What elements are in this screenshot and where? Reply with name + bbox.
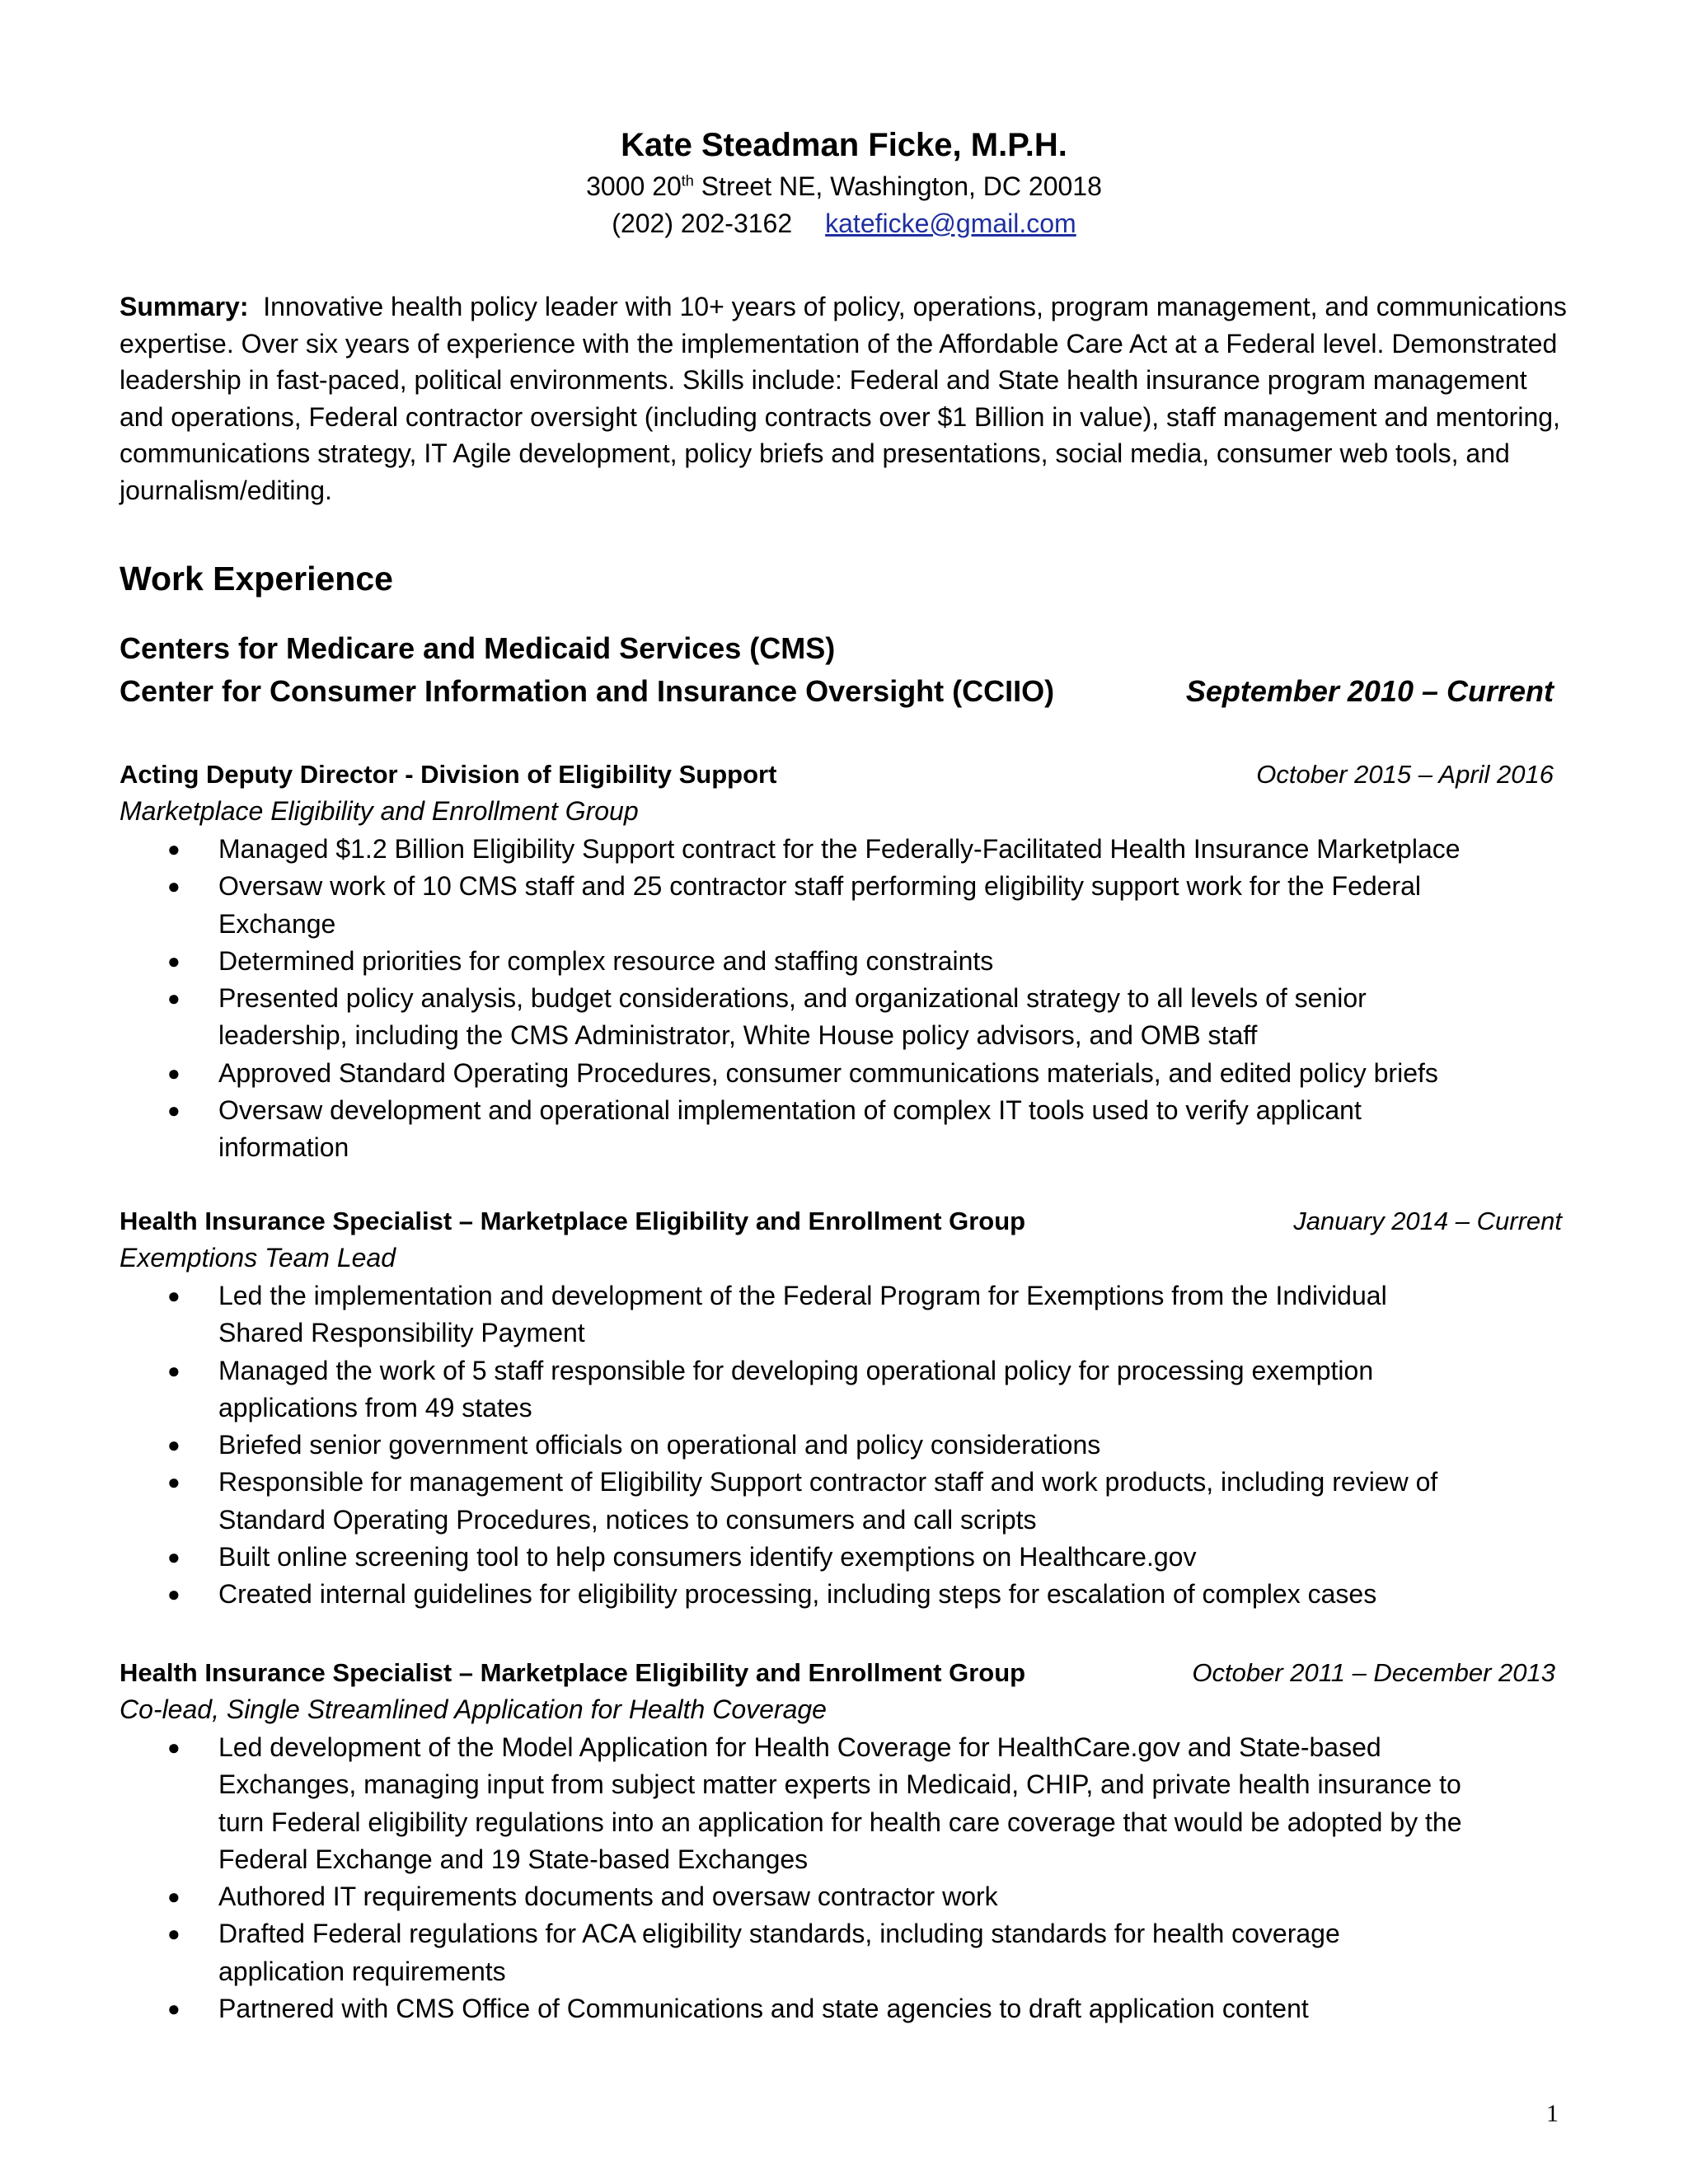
list-item bbox=[0, 980, 1467, 1055]
list-item bbox=[0, 1915, 1467, 1990]
bullet-icon: ● bbox=[167, 1884, 181, 1910]
contact-line bbox=[0, 204, 1688, 242]
list-item bbox=[0, 1729, 1467, 1878]
bullet-text: Drafted Federal regulations for ACA eligibility standards, including standards for health coverage application requirements bbox=[218, 1919, 1340, 1986]
bullet-text: Oversaw work of 10 CMS staff and 25 contractor staff performing eligibility support work for the Federal Exchange bbox=[218, 871, 1422, 939]
bullet-icon: ● bbox=[167, 1098, 181, 1123]
org-name-cciio bbox=[120, 669, 1554, 714]
list-item bbox=[0, 1352, 1467, 1427]
email-link[interactable]: kateficke@gmail.com bbox=[825, 209, 1076, 238]
bullet-text: Partnered with CMS Office of Communications and state agencies to draft application content bbox=[218, 1994, 1309, 2024]
job-subtitle-3: Co-lead, Single Streamlined Application for Health Coverage bbox=[120, 1694, 827, 1724]
bullet-text: Oversaw development and operational implementation of complex IT tools used to verify applicant information bbox=[218, 1095, 1362, 1163]
bullet-text: Led development of the Model Application for Health Coverage for HealthCare.gov and State-based Exchanges, managing input from subject matter experts in Medicaid, CHIP, and private health insurance to turn Federal eligibility regulations into an application for health care coverage that would be adopted by the Federal Exchange and 19 State-based Exchanges bbox=[218, 1732, 1462, 1874]
bullet-icon: ● bbox=[167, 1357, 181, 1383]
bullet-icon: ● bbox=[167, 1582, 181, 1607]
address-street: Street NE, Washington, DC 20018 bbox=[693, 171, 1102, 201]
bullet-text: Authored IT requirements documents and oversaw contractor work bbox=[218, 1882, 998, 1912]
candidate-name: Kate Steadman Ficke, M.P.H. bbox=[621, 127, 1067, 163]
job-3-bullets bbox=[0, 1729, 1467, 2027]
bullet-icon: ● bbox=[167, 874, 181, 899]
job-dates-3: October 2011 – December 2013 bbox=[1192, 1658, 1555, 1687]
bullet-text: Managed $1.2 Billion Eligibility Support contract for the Federally-Facilitated Health Insurance Marketplace bbox=[218, 834, 1461, 864]
job-2-bullets bbox=[0, 1277, 1467, 1614]
summary-text: Innovative health policy leader with 10+ years of policy, operations, program management, and communications expertise. Over six years of experience with the implementation of the Affordable Care Act at a Federal level. Demonstrated leadership in fast-paced, political environments. Skills include: Federal and State health insurance program management and operations, Federal contractor oversight (including contracts over $1 Billion in value), staff management and mentoring, communications strategy, IT Agile development, policy briefs and presentations, social media, consumer web tools, and journalism/editing. bbox=[120, 292, 1567, 505]
job-title-2 bbox=[120, 1203, 1562, 1240]
bullet-icon: ● bbox=[167, 986, 181, 1011]
address bbox=[0, 168, 1688, 204]
bullet-icon: ● bbox=[167, 948, 181, 973]
list-item bbox=[0, 1878, 1467, 1915]
bullet-text: Briefed senior government officials on operational and policy considerations bbox=[218, 1430, 1101, 1460]
list-item bbox=[0, 1990, 1467, 2027]
address-number: 3000 20 bbox=[586, 171, 682, 201]
bullet-text: Built online screening tool to help consumers identify exemptions on Healthcare.gov bbox=[218, 1542, 1197, 1572]
bullet-icon: ● bbox=[167, 1060, 181, 1085]
job-1-bullets bbox=[0, 831, 1467, 1167]
list-item bbox=[0, 1277, 1467, 1352]
job-title-1-text: Acting Deputy Director - Division of Eligibility Support bbox=[120, 760, 777, 789]
bullet-text: Managed the work of 5 staff responsible for developing operational policy for processing exemption applications from 49 states bbox=[218, 1355, 1374, 1422]
job-dates-2: January 2014 – Current bbox=[1293, 1207, 1562, 1235]
summary-paragraph bbox=[120, 288, 1570, 509]
list-item bbox=[0, 1576, 1467, 1613]
address-ordinal: th bbox=[681, 172, 694, 190]
list-item bbox=[0, 1464, 1467, 1539]
job-dates-1: October 2015 – April 2016 bbox=[1256, 760, 1554, 789]
list-item bbox=[0, 1092, 1467, 1167]
job-subtitle-1: Marketplace Eligibility and Enrollment Group bbox=[120, 796, 639, 826]
org-name-cms: Centers for Medicare and Medicaid Services (CMS) bbox=[120, 631, 836, 665]
resume-header bbox=[0, 122, 1688, 242]
bullet-text: Presented policy analysis, budget considerations, and organizational strategy to all levels of senior leadership, including the CMS Administrator, White House policy advisors, and OMB staff bbox=[218, 983, 1367, 1051]
org-dates: September 2010 – Current bbox=[1185, 674, 1554, 708]
bullet-icon: ● bbox=[167, 1996, 181, 2022]
page-number: 1 bbox=[1546, 2100, 1559, 2127]
job-title-2-text: Health Insurance Specialist – Marketplace Eligibility and Enrollment Group bbox=[120, 1207, 1026, 1235]
work-experience-heading: Work Experience bbox=[120, 560, 393, 598]
job-title-3-text: Health Insurance Specialist – Marketplace Eligibility and Enrollment Group bbox=[120, 1658, 1026, 1687]
bullet-text: Responsible for management of Eligibility Support contractor staff and work products, including review of Standard Operating Procedures, notices to consumers and call scripts bbox=[218, 1467, 1438, 1535]
bullet-text: Approved Standard Operating Procedures, consumer communications materials, and edited policy briefs bbox=[218, 1057, 1438, 1088]
org-name-cciio-text: Center for Consumer Information and Insurance Oversight (CCIIO) bbox=[120, 674, 1055, 708]
bullet-icon: ● bbox=[167, 1544, 181, 1570]
list-item bbox=[0, 1539, 1467, 1576]
bullet-icon: ● bbox=[167, 1283, 181, 1308]
bullet-icon: ● bbox=[167, 837, 181, 861]
bullet-text: Determined priorities for complex resource and staffing constraints bbox=[218, 945, 994, 976]
bullet-text: Led the implementation and development of the Federal Program for Exemptions from the Individual Shared Responsibility Payment bbox=[218, 1281, 1387, 1348]
summary-label: Summary: bbox=[120, 292, 249, 321]
list-item bbox=[0, 1055, 1467, 1092]
job-subtitle-2: Exemptions Team Lead bbox=[120, 1243, 396, 1272]
list-item bbox=[0, 943, 1467, 980]
job-title-1 bbox=[120, 757, 1554, 793]
bullet-icon: ● bbox=[167, 1432, 181, 1458]
bullet-icon: ● bbox=[167, 1735, 181, 1760]
list-item bbox=[0, 831, 1467, 868]
bullet-icon: ● bbox=[167, 1469, 181, 1495]
phone-number: (202) 202-3162 bbox=[612, 209, 793, 238]
job-title-3 bbox=[120, 1655, 1555, 1691]
bullet-icon: ● bbox=[167, 1921, 181, 1947]
list-item bbox=[0, 1427, 1467, 1464]
list-item bbox=[0, 868, 1467, 943]
bullet-text: Created internal guidelines for eligibility processing, including steps for escalation of complex cases bbox=[218, 1579, 1377, 1610]
